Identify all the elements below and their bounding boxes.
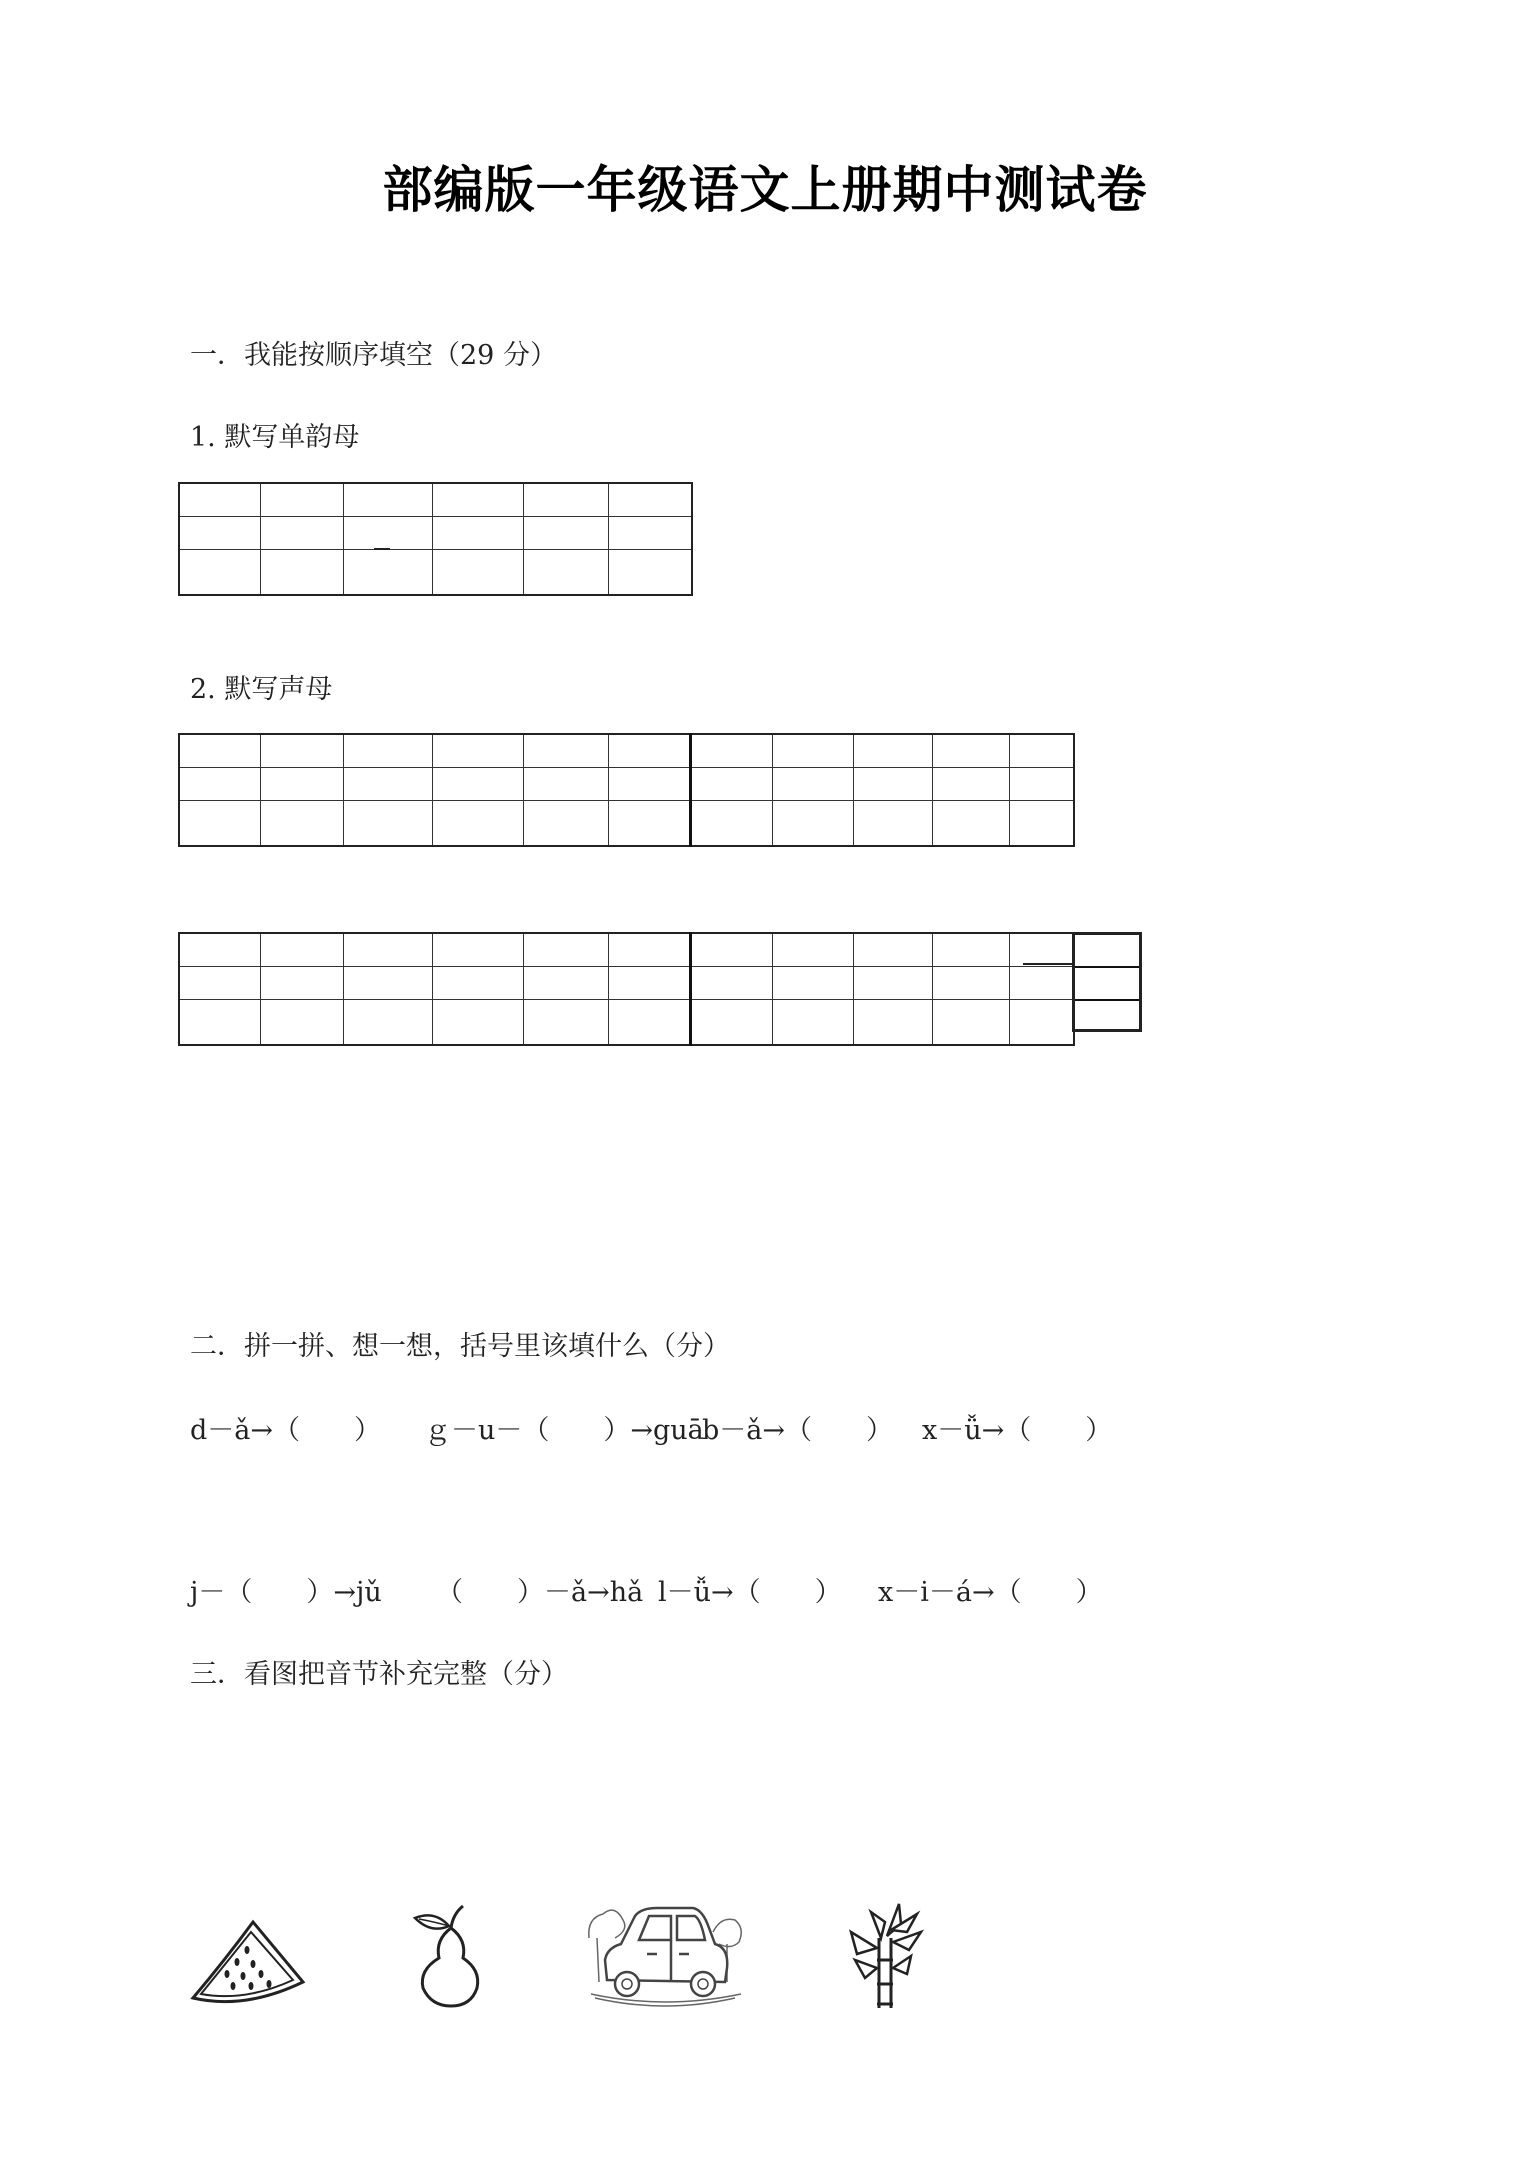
stray-line — [374, 548, 390, 550]
pinyin-exercise: x－ǚ→（ ） — [922, 1415, 1113, 1446]
grid-cell[interactable] — [609, 517, 693, 550]
grid-cell[interactable] — [691, 933, 773, 967]
grid-cell[interactable] — [261, 550, 344, 596]
grid-cell[interactable] — [433, 550, 524, 596]
grid-cell[interactable] — [261, 768, 344, 801]
grid-cell[interactable] — [691, 1000, 773, 1046]
grid-cell[interactable] — [179, 550, 261, 596]
extra-writing-grid — [1072, 932, 1142, 1032]
grid-cell[interactable] — [179, 967, 261, 1000]
grid-cell[interactable] — [691, 801, 773, 847]
grid-cell[interactable] — [1010, 801, 1075, 847]
grid-cell[interactable] — [854, 734, 933, 768]
grid-cell[interactable] — [933, 801, 1010, 847]
pinyin-exercise: l－ǚ→（ ） — [658, 1577, 842, 1608]
pinyin-exercise: （ ）－ǎ→hǎ — [436, 1577, 644, 1608]
grid-cell[interactable] — [179, 483, 261, 517]
grid-cell[interactable] — [1010, 734, 1075, 768]
grid-cell[interactable] — [524, 517, 609, 550]
grid-cell[interactable] — [433, 734, 524, 768]
grid-cell[interactable] — [179, 933, 261, 967]
grid-cell[interactable] — [773, 768, 854, 801]
consonant-writing-grid-1 — [178, 733, 1075, 847]
car-icon — [585, 1898, 745, 2010]
pinyin-exercise: x－i－á→（ ） — [878, 1577, 1103, 1608]
grid-cell[interactable] — [524, 483, 609, 517]
pinyin-exercise: j－（ ）→jǔ — [190, 1577, 382, 1608]
grid-cell[interactable] — [1074, 934, 1141, 968]
grid-cell[interactable] — [609, 933, 691, 967]
sub-question-1: 1. 默写单韵母 — [190, 422, 360, 453]
grid-cell[interactable] — [524, 550, 609, 596]
grid-cell[interactable] — [433, 801, 524, 847]
grid-cell[interactable] — [1010, 768, 1075, 801]
grid-cell[interactable] — [433, 483, 524, 517]
pinyin-exercise: b－ǎ→（ ） — [702, 1415, 894, 1446]
grid-cell[interactable] — [344, 550, 433, 596]
grid-cell[interactable] — [524, 801, 609, 847]
grid-cell[interactable] — [344, 517, 433, 550]
grid-cell[interactable] — [773, 1000, 854, 1046]
grid-cell[interactable] — [854, 801, 933, 847]
grid-cell[interactable] — [933, 768, 1010, 801]
grid-cell[interactable] — [344, 734, 433, 768]
grid-cell[interactable] — [344, 801, 433, 847]
grid-cell[interactable] — [1074, 967, 1141, 1000]
grid-cell[interactable] — [609, 1000, 691, 1046]
grid-cell[interactable] — [433, 517, 524, 550]
grid-cell[interactable] — [854, 967, 933, 1000]
grid-cell[interactable] — [854, 933, 933, 967]
grid-cell[interactable] — [933, 967, 1010, 1000]
grid-cell[interactable] — [179, 801, 261, 847]
pear-icon — [405, 1900, 495, 2010]
page-title: 部编版一年级语文上册期中测试卷 — [382, 161, 1148, 219]
grid-cell[interactable] — [433, 967, 524, 1000]
grid-cell[interactable] — [261, 1000, 344, 1046]
grid-cell[interactable] — [433, 933, 524, 967]
pinyin-exercise-row-1 — [0, 1408, 1530, 1448]
pinyin-exercise-row-2 — [0, 1570, 1530, 1610]
grid-cell[interactable] — [1010, 1000, 1075, 1046]
grid-cell[interactable] — [524, 967, 609, 1000]
bamboo-icon — [845, 1898, 925, 2010]
grid-cell[interactable] — [524, 1000, 609, 1046]
grid-cell[interactable] — [933, 1000, 1010, 1046]
grid-cell[interactable] — [524, 734, 609, 768]
grid-cell[interactable] — [344, 483, 433, 517]
section-1-heading: 一．我能按顺序填空（29 分） — [190, 340, 557, 371]
grid-cell[interactable] — [433, 768, 524, 801]
grid-cell[interactable] — [261, 801, 344, 847]
grid-cell[interactable] — [261, 933, 344, 967]
grid-cell[interactable] — [854, 1000, 933, 1046]
grid-cell[interactable] — [179, 1000, 261, 1046]
grid-cell[interactable] — [344, 768, 433, 801]
grid-cell[interactable] — [179, 517, 261, 550]
grid-cell[interactable] — [609, 483, 693, 517]
pinyin-exercise: ｇ－u－（ ）→guā — [424, 1415, 704, 1446]
grid-cell[interactable] — [261, 483, 344, 517]
grid-cell[interactable] — [773, 933, 854, 967]
grid-cell[interactable] — [609, 734, 691, 768]
section-3-heading: 三．看图把音节补充完整（分） — [190, 1659, 568, 1690]
pinyin-exercise: d－ǎ→（ ） — [190, 1415, 382, 1446]
grid-cell[interactable] — [691, 734, 773, 768]
grid-cell[interactable] — [609, 768, 691, 801]
grid-cell[interactable] — [933, 734, 1010, 768]
grid-cell[interactable] — [1010, 933, 1075, 967]
grid-cell[interactable] — [524, 933, 609, 967]
grid-cell[interactable] — [179, 734, 261, 768]
grid-cell[interactable] — [344, 1000, 433, 1046]
grid-cell[interactable] — [433, 1000, 524, 1046]
grid-cell[interactable] — [261, 734, 344, 768]
vowel-writing-grid — [178, 482, 693, 596]
grid-cell[interactable] — [179, 768, 261, 801]
grid-cell[interactable] — [609, 550, 693, 596]
grid-cell[interactable] — [691, 768, 773, 801]
grid-cell[interactable] — [261, 967, 344, 1000]
grid-cell[interactable] — [344, 967, 433, 1000]
stray-line — [1023, 963, 1073, 965]
grid-cell[interactable] — [261, 517, 344, 550]
grid-cell[interactable] — [773, 967, 854, 1000]
grid-cell[interactable] — [609, 967, 691, 1000]
section-2-heading: 二．拼一拼、想一想，括号里该填什么（分） — [190, 1331, 730, 1362]
sub-question-2: 2. 默写声母 — [190, 674, 333, 705]
grid-cell[interactable] — [691, 967, 773, 1000]
grid-cell[interactable] — [344, 933, 433, 967]
grid-cell[interactable] — [524, 768, 609, 801]
grid-cell[interactable] — [773, 801, 854, 847]
grid-cell[interactable] — [1010, 967, 1075, 1000]
consonant-writing-grid-2 — [178, 932, 1075, 1046]
watermelon-icon — [185, 1910, 315, 2010]
grid-cell[interactable] — [933, 933, 1010, 967]
grid-cell[interactable] — [609, 801, 691, 847]
grid-cell[interactable] — [1074, 1000, 1141, 1031]
grid-cell[interactable] — [854, 768, 933, 801]
grid-cell[interactable] — [773, 734, 854, 768]
